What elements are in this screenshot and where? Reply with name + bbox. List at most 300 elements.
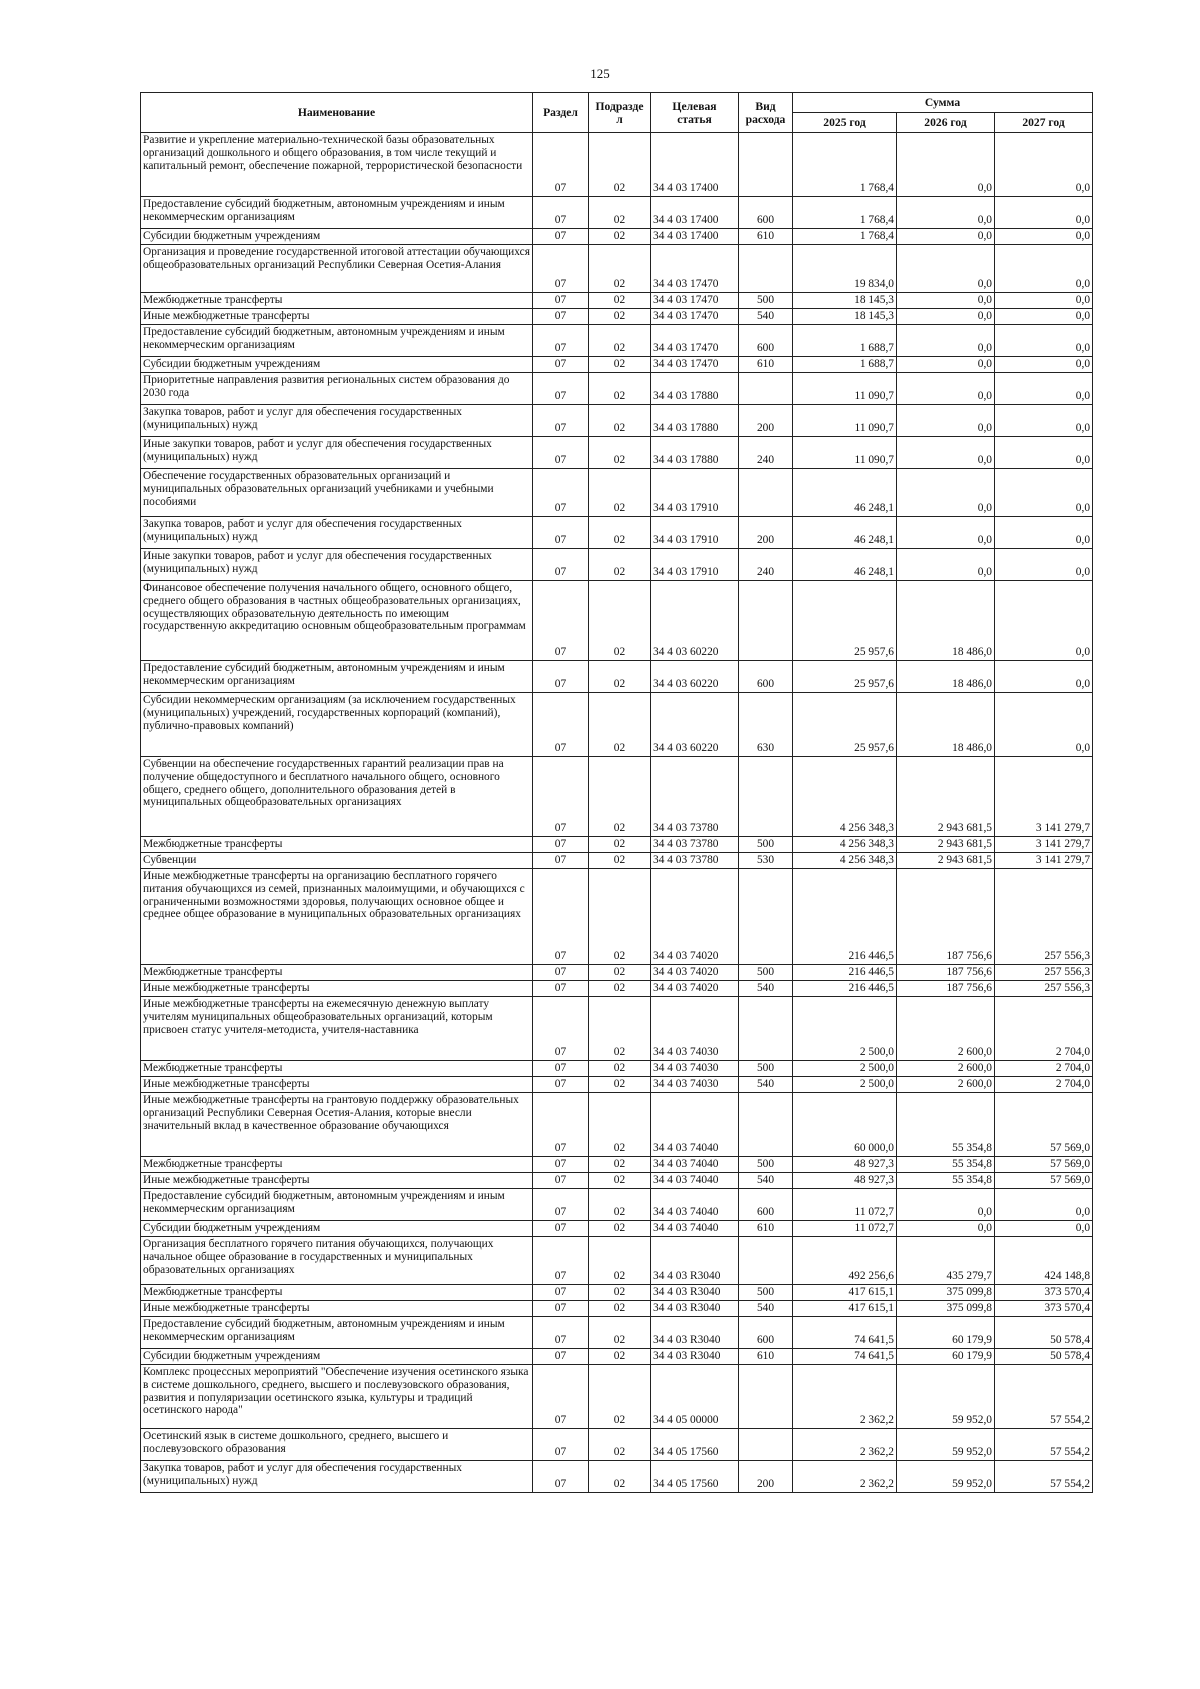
row-expense-type: 500	[739, 837, 793, 853]
row-subsection: 02	[589, 325, 651, 357]
row-amount-2027: 0,0	[995, 517, 1093, 549]
row-amount-2026: 55 354,8	[897, 1093, 995, 1157]
row-amount-2026: 0,0	[897, 437, 995, 469]
row-name: Предоставление субсидий бюджетным, автономным учреждениям и иным некоммерческим организациям	[141, 661, 533, 693]
table-row	[141, 309, 1093, 325]
row-amount-2026: 0,0	[897, 133, 995, 197]
row-section: 07	[533, 293, 589, 309]
row-target: 34 4 03 17880	[651, 373, 739, 405]
row-target: 34 4 03 60220	[651, 661, 739, 693]
row-amount-2026: 0,0	[897, 373, 995, 405]
row-amount-2026: 0,0	[897, 357, 995, 373]
row-expense-type: 540	[739, 1173, 793, 1189]
row-name: Комплекс процессных мероприятий "Обеспечение изучения осетинского языка в системе дошкольного, среднего, высшего и послевузовского образования, развития и популяризации осетинского языка, культуры и традиций осетинского народа"	[141, 1365, 533, 1429]
row-target: 34 4 03 73780	[651, 837, 739, 853]
row-amount-2026: 0,0	[897, 549, 995, 581]
row-section: 07	[533, 437, 589, 469]
row-subsection: 02	[589, 1157, 651, 1173]
row-section: 07	[533, 1349, 589, 1365]
row-amount-2025: 2 500,0	[793, 997, 897, 1061]
row-amount-2026: 435 279,7	[897, 1237, 995, 1285]
row-amount-2027: 0,0	[995, 693, 1093, 757]
row-amount-2026: 18 486,0	[897, 693, 995, 757]
table-row	[141, 853, 1093, 869]
row-target: 34 4 03 R3040	[651, 1349, 739, 1365]
row-amount-2027: 0,0	[995, 1189, 1093, 1221]
table-row	[141, 1461, 1093, 1493]
row-section: 07	[533, 133, 589, 197]
row-target: 34 4 03 R3040	[651, 1285, 739, 1301]
row-amount-2026: 0,0	[897, 309, 995, 325]
header-target	[651, 93, 739, 133]
header-subsection	[589, 93, 651, 133]
row-section: 07	[533, 1061, 589, 1077]
row-amount-2027: 3 141 279,7	[995, 757, 1093, 837]
row-section: 07	[533, 1189, 589, 1221]
row-amount-2025: 11 090,7	[793, 373, 897, 405]
table-row	[141, 1189, 1093, 1221]
row-expense-type: 540	[739, 1301, 793, 1317]
row-name: Закупка товаров, работ и услуг для обеспечения государственных (муниципальных) нужд	[141, 1461, 533, 1493]
row-name: Иные межбюджетные трансферты	[141, 309, 533, 325]
row-target: 34 4 03 73780	[651, 757, 739, 837]
table-row	[141, 1077, 1093, 1093]
header-target-text: Целевая статья	[672, 99, 717, 126]
row-amount-2027: 0,0	[995, 373, 1093, 405]
table-row	[141, 229, 1093, 245]
row-amount-2025: 417 615,1	[793, 1301, 897, 1317]
row-expense-type	[739, 1429, 793, 1461]
row-expense-type: 500	[739, 1061, 793, 1077]
row-amount-2026: 55 354,8	[897, 1157, 995, 1173]
row-amount-2026: 375 099,8	[897, 1285, 995, 1301]
row-subsection: 02	[589, 1077, 651, 1093]
row-subsection: 02	[589, 1093, 651, 1157]
row-expense-type: 530	[739, 853, 793, 869]
row-expense-type: 600	[739, 325, 793, 357]
row-section: 07	[533, 197, 589, 229]
table-row	[141, 981, 1093, 997]
row-target: 34 4 03 60220	[651, 581, 739, 661]
row-expense-type: 240	[739, 549, 793, 581]
row-amount-2026: 60 179,9	[897, 1349, 995, 1365]
row-amount-2025: 11 072,7	[793, 1189, 897, 1221]
row-target: 34 4 03 17470	[651, 357, 739, 373]
table-row	[141, 437, 1093, 469]
row-section: 07	[533, 357, 589, 373]
row-amount-2027: 257 556,3	[995, 869, 1093, 965]
row-expense-type	[739, 581, 793, 661]
row-name: Организация бесплатного горячего питания обучающихся, получающих начальное общее образование в государственных и муниципальных образовательных организациях	[141, 1237, 533, 1285]
row-amount-2025: 74 641,5	[793, 1317, 897, 1349]
row-target: 34 4 03 74040	[651, 1093, 739, 1157]
row-amount-2026: 0,0	[897, 293, 995, 309]
row-target: 34 4 03 74030	[651, 1077, 739, 1093]
row-amount-2027: 0,0	[995, 309, 1093, 325]
row-section: 07	[533, 549, 589, 581]
header-2026: 2026 год	[897, 113, 995, 133]
row-amount-2027: 0,0	[995, 581, 1093, 661]
row-target: 34 4 03 17880	[651, 437, 739, 469]
table-row	[141, 1237, 1093, 1285]
row-name: Межбюджетные трансферты	[141, 293, 533, 309]
row-amount-2025: 1 768,4	[793, 197, 897, 229]
table-row	[141, 1349, 1093, 1365]
row-name: Закупка товаров, работ и услуг для обеспечения государственных (муниципальных) нужд	[141, 517, 533, 549]
row-expense-type: 600	[739, 1317, 793, 1349]
row-name: Межбюджетные трансферты	[141, 1285, 533, 1301]
row-section: 07	[533, 661, 589, 693]
row-section: 07	[533, 325, 589, 357]
row-target: 34 4 03 17880	[651, 405, 739, 437]
row-amount-2027: 0,0	[995, 469, 1093, 517]
row-amount-2027: 57 554,2	[995, 1365, 1093, 1429]
row-amount-2026: 2 943 681,5	[897, 853, 995, 869]
table-row	[141, 965, 1093, 981]
table-row	[141, 1157, 1093, 1173]
row-subsection: 02	[589, 1237, 651, 1285]
row-subsection: 02	[589, 869, 651, 965]
table-row	[141, 757, 1093, 837]
row-target: 34 4 05 00000	[651, 1365, 739, 1429]
table-row	[141, 1173, 1093, 1189]
row-expense-type: 610	[739, 229, 793, 245]
row-amount-2027: 2 704,0	[995, 1061, 1093, 1077]
row-amount-2026: 0,0	[897, 469, 995, 517]
row-amount-2025: 25 957,6	[793, 581, 897, 661]
row-target: 34 4 03 74030	[651, 997, 739, 1061]
row-name: Иные межбюджетные трансферты на организацию бесплатного горячего питания обучающихся из семей, признанных малоимущими, и обучающихся с ограниченными возможностями здоровья, получающих основное общее и среднее общее образование в муниципальных образовательных организациях	[141, 869, 533, 965]
row-amount-2027: 424 148,8	[995, 1237, 1093, 1285]
table-row	[141, 1061, 1093, 1077]
header-expense-type-text: Вид расхода	[745, 99, 786, 126]
row-subsection: 02	[589, 229, 651, 245]
header-expense-type	[739, 93, 793, 133]
row-subsection: 02	[589, 469, 651, 517]
row-section: 07	[533, 757, 589, 837]
row-amount-2025: 46 248,1	[793, 549, 897, 581]
row-name: Организация и проведение государственной итоговой аттестации обучающихся общеобразовательных организаций Республики Северная Осетия-Алания	[141, 245, 533, 293]
table-row	[141, 549, 1093, 581]
row-subsection: 02	[589, 837, 651, 853]
row-amount-2026: 59 952,0	[897, 1461, 995, 1493]
row-expense-type	[739, 245, 793, 293]
row-name: Иные межбюджетные трансферты	[141, 1077, 533, 1093]
row-target: 34 4 03 74020	[651, 869, 739, 965]
row-amount-2025: 11 090,7	[793, 437, 897, 469]
row-amount-2027: 2 704,0	[995, 1077, 1093, 1093]
row-section: 07	[533, 581, 589, 661]
row-target: 34 4 03 R3040	[651, 1237, 739, 1285]
table-row	[141, 581, 1093, 661]
row-target: 34 4 03 74040	[651, 1221, 739, 1237]
row-expense-type: 630	[739, 693, 793, 757]
row-subsection: 02	[589, 197, 651, 229]
table-row	[141, 1317, 1093, 1349]
row-expense-type: 540	[739, 1077, 793, 1093]
row-target: 34 4 03 74040	[651, 1157, 739, 1173]
row-amount-2026: 59 952,0	[897, 1365, 995, 1429]
row-target: 34 4 03 74040	[651, 1189, 739, 1221]
row-name: Субвенции на обеспечение государственных гарантий реализации прав на получение общедоступного и бесплатного начального общего, основного общего, среднего общего, дополнительного образования детей в муниципальных общеобразовательных организациях	[141, 757, 533, 837]
row-expense-type: 540	[739, 981, 793, 997]
row-target: 34 4 03 17470	[651, 293, 739, 309]
row-subsection: 02	[589, 581, 651, 661]
row-section: 07	[533, 997, 589, 1061]
row-amount-2026: 0,0	[897, 245, 995, 293]
row-subsection: 02	[589, 1349, 651, 1365]
row-section: 07	[533, 1221, 589, 1237]
row-name: Иные межбюджетные трансферты на ежемесячную денежную выплату учителям муниципальных общеобразовательных организаций, которым присвоен статус учителя-методиста, учителя-наставника	[141, 997, 533, 1061]
row-subsection: 02	[589, 757, 651, 837]
row-amount-2025: 216 446,5	[793, 869, 897, 965]
row-expense-type: 500	[739, 1285, 793, 1301]
row-amount-2025: 1 768,4	[793, 133, 897, 197]
budget-table	[140, 92, 1093, 1493]
row-name: Иные закупки товаров, работ и услуг для обеспечения государственных (муниципальных) нужд	[141, 549, 533, 581]
row-amount-2026: 0,0	[897, 229, 995, 245]
row-subsection: 02	[589, 245, 651, 293]
row-name: Развитие и укрепление материально-технической базы образовательных организаций дошкольного и общего образования, в том числе текущий и капитальный ремонт, обеспечение пожарной, террористической безопасности	[141, 133, 533, 197]
row-target: 34 4 03 17470	[651, 245, 739, 293]
row-subsection: 02	[589, 997, 651, 1061]
row-section: 07	[533, 869, 589, 965]
header-2027: 2027 год	[995, 113, 1093, 133]
row-name: Осетинский язык в системе дошкольного, среднего, высшего и послевузовского образования	[141, 1429, 533, 1461]
row-section: 07	[533, 693, 589, 757]
row-target: 34 4 03 74040	[651, 1173, 739, 1189]
row-section: 07	[533, 1157, 589, 1173]
row-subsection: 02	[589, 1429, 651, 1461]
row-section: 07	[533, 309, 589, 325]
row-name: Субсидии некоммерческим организациям (за исключением государственных (муниципальных) учреждений, государственных корпораций (компаний), публично-правовых компаний)	[141, 693, 533, 757]
row-target: 34 4 03 17910	[651, 549, 739, 581]
row-target: 34 4 03 17400	[651, 229, 739, 245]
table-row	[141, 469, 1093, 517]
row-target: 34 4 05 17560	[651, 1429, 739, 1461]
row-target: 34 4 03 17400	[651, 197, 739, 229]
row-subsection: 02	[589, 981, 651, 997]
row-subsection: 02	[589, 405, 651, 437]
row-subsection: 02	[589, 437, 651, 469]
row-subsection: 02	[589, 373, 651, 405]
row-amount-2025: 2 500,0	[793, 1061, 897, 1077]
row-amount-2026: 187 756,6	[897, 869, 995, 965]
row-amount-2025: 2 362,2	[793, 1461, 897, 1493]
row-expense-type: 500	[739, 1157, 793, 1173]
table-row	[141, 517, 1093, 549]
row-amount-2027: 2 704,0	[995, 997, 1093, 1061]
row-amount-2026: 187 756,6	[897, 981, 995, 997]
row-expense-type: 200	[739, 517, 793, 549]
row-name: Межбюджетные трансферты	[141, 1157, 533, 1173]
row-subsection: 02	[589, 309, 651, 325]
row-subsection: 02	[589, 357, 651, 373]
row-target: 34 4 03 17910	[651, 469, 739, 517]
row-amount-2027: 0,0	[995, 549, 1093, 581]
row-amount-2025: 417 615,1	[793, 1285, 897, 1301]
row-amount-2025: 11 072,7	[793, 1221, 897, 1237]
row-section: 07	[533, 1461, 589, 1493]
row-amount-2027: 0,0	[995, 245, 1093, 293]
row-amount-2027: 0,0	[995, 197, 1093, 229]
row-subsection: 02	[589, 661, 651, 693]
row-amount-2027: 0,0	[995, 325, 1093, 357]
row-target: 34 4 03 74030	[651, 1061, 739, 1077]
row-section: 07	[533, 405, 589, 437]
row-name: Межбюджетные трансферты	[141, 965, 533, 981]
table-row	[141, 133, 1093, 197]
row-amount-2027: 0,0	[995, 293, 1093, 309]
row-amount-2026: 18 486,0	[897, 581, 995, 661]
row-amount-2025: 2 362,2	[793, 1365, 897, 1429]
table-row	[141, 373, 1093, 405]
row-expense-type	[739, 1365, 793, 1429]
row-name: Иные межбюджетные трансферты	[141, 981, 533, 997]
table-row	[141, 693, 1093, 757]
row-subsection: 02	[589, 293, 651, 309]
row-target: 34 4 03 17470	[651, 309, 739, 325]
row-expense-type: 540	[739, 309, 793, 325]
row-amount-2025: 492 256,6	[793, 1237, 897, 1285]
row-section: 07	[533, 517, 589, 549]
row-amount-2026: 2 943 681,5	[897, 757, 995, 837]
row-name: Предоставление субсидий бюджетным, автономным учреждениям и иным некоммерческим организациям	[141, 1189, 533, 1221]
row-name: Субсидии бюджетным учреждениям	[141, 1349, 533, 1365]
row-name: Субсидии бюджетным учреждениям	[141, 357, 533, 373]
row-subsection: 02	[589, 1189, 651, 1221]
row-amount-2026: 60 179,9	[897, 1317, 995, 1349]
row-expense-type: 200	[739, 405, 793, 437]
row-amount-2027: 57 569,0	[995, 1093, 1093, 1157]
row-amount-2027: 0,0	[995, 405, 1093, 437]
row-subsection: 02	[589, 1221, 651, 1237]
row-amount-2027: 0,0	[995, 229, 1093, 245]
row-amount-2026: 0,0	[897, 1189, 995, 1221]
row-amount-2026: 0,0	[897, 405, 995, 437]
row-amount-2025: 48 927,3	[793, 1173, 897, 1189]
row-expense-type: 610	[739, 357, 793, 373]
row-amount-2025: 2 500,0	[793, 1077, 897, 1093]
row-name: Субсидии бюджетным учреждениям	[141, 229, 533, 245]
row-subsection: 02	[589, 133, 651, 197]
row-target: 34 4 03 R3040	[651, 1317, 739, 1349]
row-expense-type	[739, 133, 793, 197]
row-expense-type	[739, 757, 793, 837]
row-name: Межбюджетные трансферты	[141, 1061, 533, 1077]
table-row	[141, 1301, 1093, 1317]
row-expense-type	[739, 997, 793, 1061]
row-subsection: 02	[589, 1301, 651, 1317]
row-amount-2027: 0,0	[995, 437, 1093, 469]
row-name: Финансовое обеспечение получения начального общего, основного общего, среднего общего образования в частных общеобразовательных организациях, осуществляющих образовательную деятельность по имеющим государственную аккредитацию основным общеобразовательным программам	[141, 581, 533, 661]
row-section: 07	[533, 1301, 589, 1317]
row-amount-2026: 187 756,6	[897, 965, 995, 981]
row-subsection: 02	[589, 1173, 651, 1189]
row-amount-2026: 0,0	[897, 517, 995, 549]
row-section: 07	[533, 1429, 589, 1461]
row-subsection: 02	[589, 693, 651, 757]
table-row	[141, 1093, 1093, 1157]
row-name: Субвенции	[141, 853, 533, 869]
row-amount-2027: 373 570,4	[995, 1285, 1093, 1301]
row-expense-type: 200	[739, 1461, 793, 1493]
row-subsection: 02	[589, 549, 651, 581]
table-body	[141, 133, 1093, 1493]
row-amount-2025: 4 256 348,3	[793, 853, 897, 869]
row-target: 34 4 03 17470	[651, 325, 739, 357]
row-amount-2025: 216 446,5	[793, 981, 897, 997]
row-section: 07	[533, 469, 589, 517]
row-target: 34 4 03 74020	[651, 981, 739, 997]
table-row	[141, 357, 1093, 373]
row-section: 07	[533, 853, 589, 869]
row-expense-type	[739, 469, 793, 517]
row-amount-2027: 50 578,4	[995, 1349, 1093, 1365]
row-expense-type: 610	[739, 1221, 793, 1237]
row-amount-2025: 60 000,0	[793, 1093, 897, 1157]
row-amount-2027: 257 556,3	[995, 981, 1093, 997]
row-name: Предоставление субсидий бюджетным, автономным учреждениям и иным некоммерческим организациям	[141, 197, 533, 229]
header-2025: 2025 год	[793, 113, 897, 133]
table-row	[141, 405, 1093, 437]
row-subsection: 02	[589, 1317, 651, 1349]
row-amount-2026: 0,0	[897, 325, 995, 357]
row-section: 07	[533, 965, 589, 981]
row-subsection: 02	[589, 1061, 651, 1077]
row-subsection: 02	[589, 1365, 651, 1429]
row-amount-2025: 1 688,7	[793, 325, 897, 357]
row-expense-type: 600	[739, 1189, 793, 1221]
header-name: Наименование	[141, 93, 533, 133]
row-amount-2025: 1 768,4	[793, 229, 897, 245]
row-section: 07	[533, 373, 589, 405]
table-row	[141, 293, 1093, 309]
row-amount-2026: 59 952,0	[897, 1429, 995, 1461]
table-row	[141, 325, 1093, 357]
table-row	[141, 1365, 1093, 1429]
row-section: 07	[533, 1093, 589, 1157]
row-amount-2025: 19 834,0	[793, 245, 897, 293]
row-section: 07	[533, 1237, 589, 1285]
row-target: 34 4 03 73780	[651, 853, 739, 869]
row-amount-2025: 74 641,5	[793, 1349, 897, 1365]
table-row	[141, 197, 1093, 229]
row-subsection: 02	[589, 1285, 651, 1301]
row-target: 34 4 03 60220	[651, 693, 739, 757]
table-row	[141, 869, 1093, 965]
row-expense-type	[739, 869, 793, 965]
row-amount-2027: 50 578,4	[995, 1317, 1093, 1349]
row-amount-2027: 57 554,2	[995, 1429, 1093, 1461]
row-name: Иные межбюджетные трансферты	[141, 1301, 533, 1317]
row-section: 07	[533, 981, 589, 997]
row-subsection: 02	[589, 965, 651, 981]
row-amount-2027: 3 141 279,7	[995, 853, 1093, 869]
row-amount-2027: 0,0	[995, 661, 1093, 693]
row-amount-2027: 373 570,4	[995, 1301, 1093, 1317]
row-target: 34 4 03 17910	[651, 517, 739, 549]
row-section: 07	[533, 1365, 589, 1429]
row-section: 07	[533, 245, 589, 293]
header-section: Раздел	[533, 93, 589, 133]
row-amount-2026: 55 354,8	[897, 1173, 995, 1189]
table-row	[141, 1221, 1093, 1237]
row-expense-type	[739, 1237, 793, 1285]
row-name: Иные межбюджетные трансферты на грантовую поддержку образовательных организаций Республики Северная Осетия-Алания, которые внесли значительный вклад в качественное образование обучающихся	[141, 1093, 533, 1157]
row-amount-2026: 2 600,0	[897, 997, 995, 1061]
row-amount-2027: 3 141 279,7	[995, 837, 1093, 853]
